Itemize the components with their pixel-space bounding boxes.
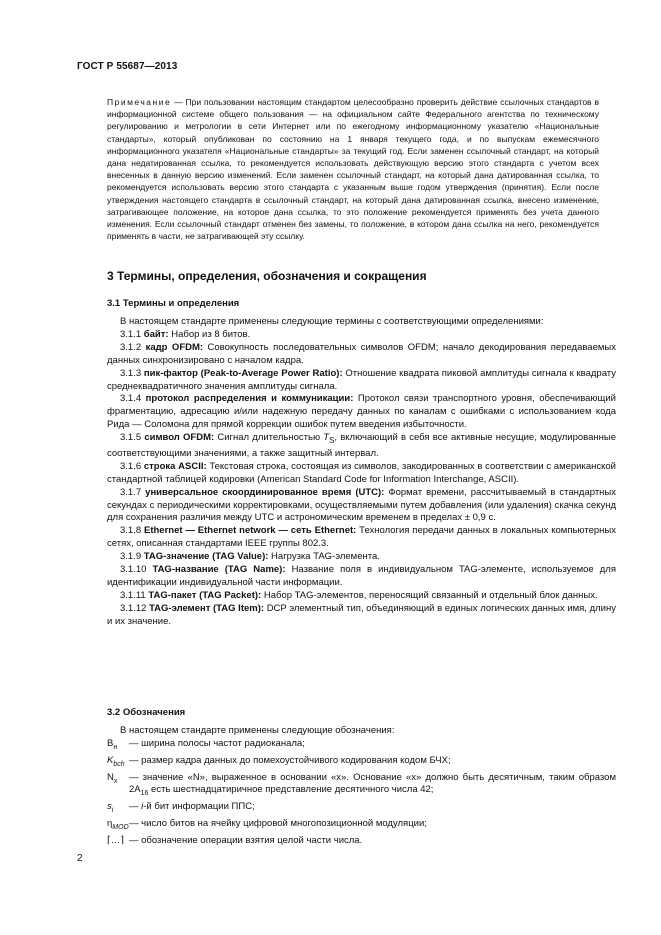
math-symbol: T	[323, 432, 330, 444]
term-name: TAG-название (TAG Name):	[152, 564, 286, 576]
term-definition	[107, 525, 616, 551]
symbol-row	[107, 738, 616, 755]
symbol-base: ⌈…⌉	[107, 834, 124, 846]
term-number: 3.1.11	[120, 589, 149, 601]
term-definition	[107, 590, 616, 603]
term-number: 3.1.12	[120, 602, 150, 614]
symbol-row	[107, 818, 616, 835]
symbol-subscript: bch	[113, 760, 125, 768]
reference-note	[107, 96, 599, 242]
term-definition-text: Текстовая строка, состоящая из символов, закодированных в соответствии с американской стандартной таблицей кодировки (American Standard Code for Information Interchange, ASCII).	[107, 460, 616, 485]
term-name: TAG-значение (TAG Value):	[143, 551, 269, 563]
term-definition-text: DCP элементный тип, объединяющий в единых логических данных имя, длину и их значение.	[107, 602, 616, 627]
term-definition-text: Протокол связи транспортного уровня, обеспечивающий фрагментацию, адресацию и/или надежную передачу данных по каналам с ошибками с использованием кода Рида — Соломона для прямой коррекции ошибок путем введения избыточности.	[107, 393, 616, 431]
symbol	[107, 818, 129, 835]
term-number: 3.1.10	[120, 564, 153, 576]
term-number: 3.1.7	[120, 486, 146, 498]
term-name: Ethernet — Ethernet network — сеть Ethernet:	[144, 525, 357, 537]
subsection-3-1-title: 3.1 Термины и определения	[107, 298, 240, 309]
description-text: — ширина полосы частот радиоканала;	[129, 737, 305, 749]
symbol-row	[107, 772, 616, 802]
symbol-description	[129, 818, 616, 835]
symbols-list	[107, 725, 616, 848]
term-definition	[107, 432, 616, 461]
term-definition	[107, 603, 616, 629]
description-text: — значение «N», выраженное в основании «x». Основание «x» должно быть десятичным, таким образом 2A	[129, 771, 616, 796]
section-3-title: 3 Термины, определения, обозначения и сокращения	[107, 269, 427, 283]
description-text: есть шестнадцатиричное представление десятичного числа 42;	[148, 784, 434, 796]
term-number: 3.1.5	[120, 432, 145, 444]
term-name: TAG-пакет (TAG Packet):	[148, 589, 262, 601]
symbol-subscript: i	[111, 807, 114, 815]
term-definition-text: Совокупность последовательных символов OFDM; начало декодирования передаваемых данных синхронизировано с началом кадра.	[107, 341, 616, 366]
description-text: — обозначение операции взятия целой части числа.	[129, 834, 363, 846]
symbol-subscript: н	[113, 743, 118, 751]
term-name: универсальное скоординированное время (UTC):	[145, 486, 385, 498]
term-definition	[107, 551, 616, 564]
math-subscript: S	[329, 436, 335, 446]
term-number: 3.1.1	[120, 328, 144, 340]
symbols-intro: В настоящем стандарте применены следующие обозначения:	[120, 725, 395, 736]
terms-list	[107, 316, 616, 629]
term-name: символ OFDM:	[144, 432, 215, 444]
note-label: Примечание	[107, 97, 172, 107]
term-name: протокол распределения и коммуникации:	[145, 393, 354, 405]
symbol	[107, 772, 129, 802]
term-number: 3.1.6	[120, 460, 144, 472]
term-definition-text: , включающий в себя все активные несущие, модулированные соответствующими значениями, а также защитный интервал.	[107, 432, 616, 459]
document-header: ГОСТ Р 55687—2013	[77, 61, 178, 72]
term-definition	[107, 329, 616, 342]
math-subscript: 16	[140, 790, 149, 798]
term-definition	[107, 342, 616, 368]
symbol-description	[129, 772, 616, 802]
symbol-row	[107, 801, 616, 818]
symbol-base: K	[107, 754, 114, 766]
term-number: 3.1.4	[120, 393, 146, 405]
symbol-base: N	[107, 771, 114, 783]
description-text: — число битов на ячейку цифровой многопозиционной модуляции;	[129, 818, 427, 829]
description-text: —	[129, 801, 142, 813]
term-definition	[107, 461, 616, 487]
symbol-subscript: MOD	[112, 823, 129, 831]
note-paragraph	[107, 96, 599, 242]
term-definition-text: Нагрузка TAG-элемента.	[268, 551, 380, 563]
symbol-base: s	[107, 801, 112, 813]
symbol-row	[107, 755, 616, 772]
term-number: 3.1.8	[120, 525, 144, 537]
term-definition-text: Название поля в индивидуальном TAG-элементе, используемое для идентификации индивидуальной части информации.	[107, 564, 616, 589]
note-text: — При пользовании настоящим стандартом целесообразно проверить действие ссылочных стандартов в информационной системе общего пользования — на официальном сайте Федерального агентства по техническому регулированию и метрологии в сети Интернет или по ежегодному информационному указателю «Национальные стандарты», который опубликован по состоянию на 1 января текущего года, и по выпускам ежемесячного информационного указателя «Национальные стандарты» за текущий год. Если заменен ссылочный стандарт, на который дана недатированная ссылка, то рекомендуется использовать действующую версию этого стандарта с учетом всех внесенных в данную версию изменений. Если заменен ссылочный стандарт, на который дана датированная ссылка, то рекомендуется использовать версию этого стандарта с указанным выше годом утверждения (принятия). Если после утверждения настоящего стандарта в ссылочный стандарт, на который дана датированная ссылка, внесено изменение, затрагивающее положение, на которое дана ссылка, то это положение рекомендуется применять без учета данного изменения. Если ссылочный стандарт отменен без замены, то положение, в котором дана ссылка на него, рекомендуется применять в части, не затрагивающей эту ссылку.	[107, 97, 599, 242]
symbol-description	[129, 738, 616, 755]
term-definition	[107, 393, 616, 432]
symbol	[107, 801, 129, 818]
term-name: TAG-элемент (TAG Item):	[149, 602, 265, 614]
symbol-subscript: x	[113, 777, 118, 785]
term-name: байт:	[143, 328, 169, 340]
term-definition-text: Сигнал длительностью	[214, 432, 324, 444]
math-symbol: i	[141, 801, 144, 813]
term-name: кадр OFDM:	[145, 341, 204, 353]
term-definition-text: Набор из 8 битов.	[168, 328, 251, 340]
term-definition-text: Формат времени, рассчитываемый в стандартных секундах с периодическими корректировками, осуществляемыми путем добавления (или удаления) скачка секунд для сохранения различия между UTC и астрономическим временем в пределах ± 0,9 с.	[107, 486, 616, 524]
description-text: — размер кадра данных до помехоустойчивого кодирования кодом БЧХ;	[129, 754, 451, 766]
description-text: -й бит информации ППС;	[143, 801, 255, 813]
term-number: 3.1.9	[120, 551, 144, 563]
subsection-3-2-title: 3.2 Обозначения	[107, 707, 186, 718]
symbol	[107, 835, 129, 848]
term-definition	[107, 564, 616, 590]
page-number: 2	[77, 853, 83, 864]
term-name: строка ASCII:	[143, 460, 207, 472]
symbol-description	[129, 835, 616, 848]
term-definition	[107, 487, 616, 526]
terms-intro: В настоящем стандарте применены следующие термины с соответствующими определениями:	[120, 316, 544, 327]
term-name: пик-фактор (Peak-to-Average Power Ratio):	[143, 367, 343, 379]
term-number: 3.1.2	[120, 341, 146, 353]
symbol	[107, 738, 129, 755]
term-number: 3.1.3	[120, 367, 144, 379]
term-definition	[107, 368, 616, 394]
term-definition-text: Набор TAG-элементов, переносящий связанный и отдельный блок данных.	[261, 589, 598, 601]
term-definition-text: Отношение квадрата пиковой амплитуды сигнала к квадрату среднеквадратичного значения амплитуды сигнала.	[107, 367, 616, 392]
symbol-description	[129, 801, 616, 818]
symbol-base: B	[107, 737, 114, 749]
symbol-base: η	[107, 818, 113, 829]
symbol-description	[129, 755, 616, 772]
symbol-row	[107, 835, 616, 848]
symbol	[107, 755, 129, 772]
term-definition-text: Технология передачи данных в локальных компьютерных сетях, описанная стандартами IEEE группы 802.3.	[107, 525, 616, 550]
